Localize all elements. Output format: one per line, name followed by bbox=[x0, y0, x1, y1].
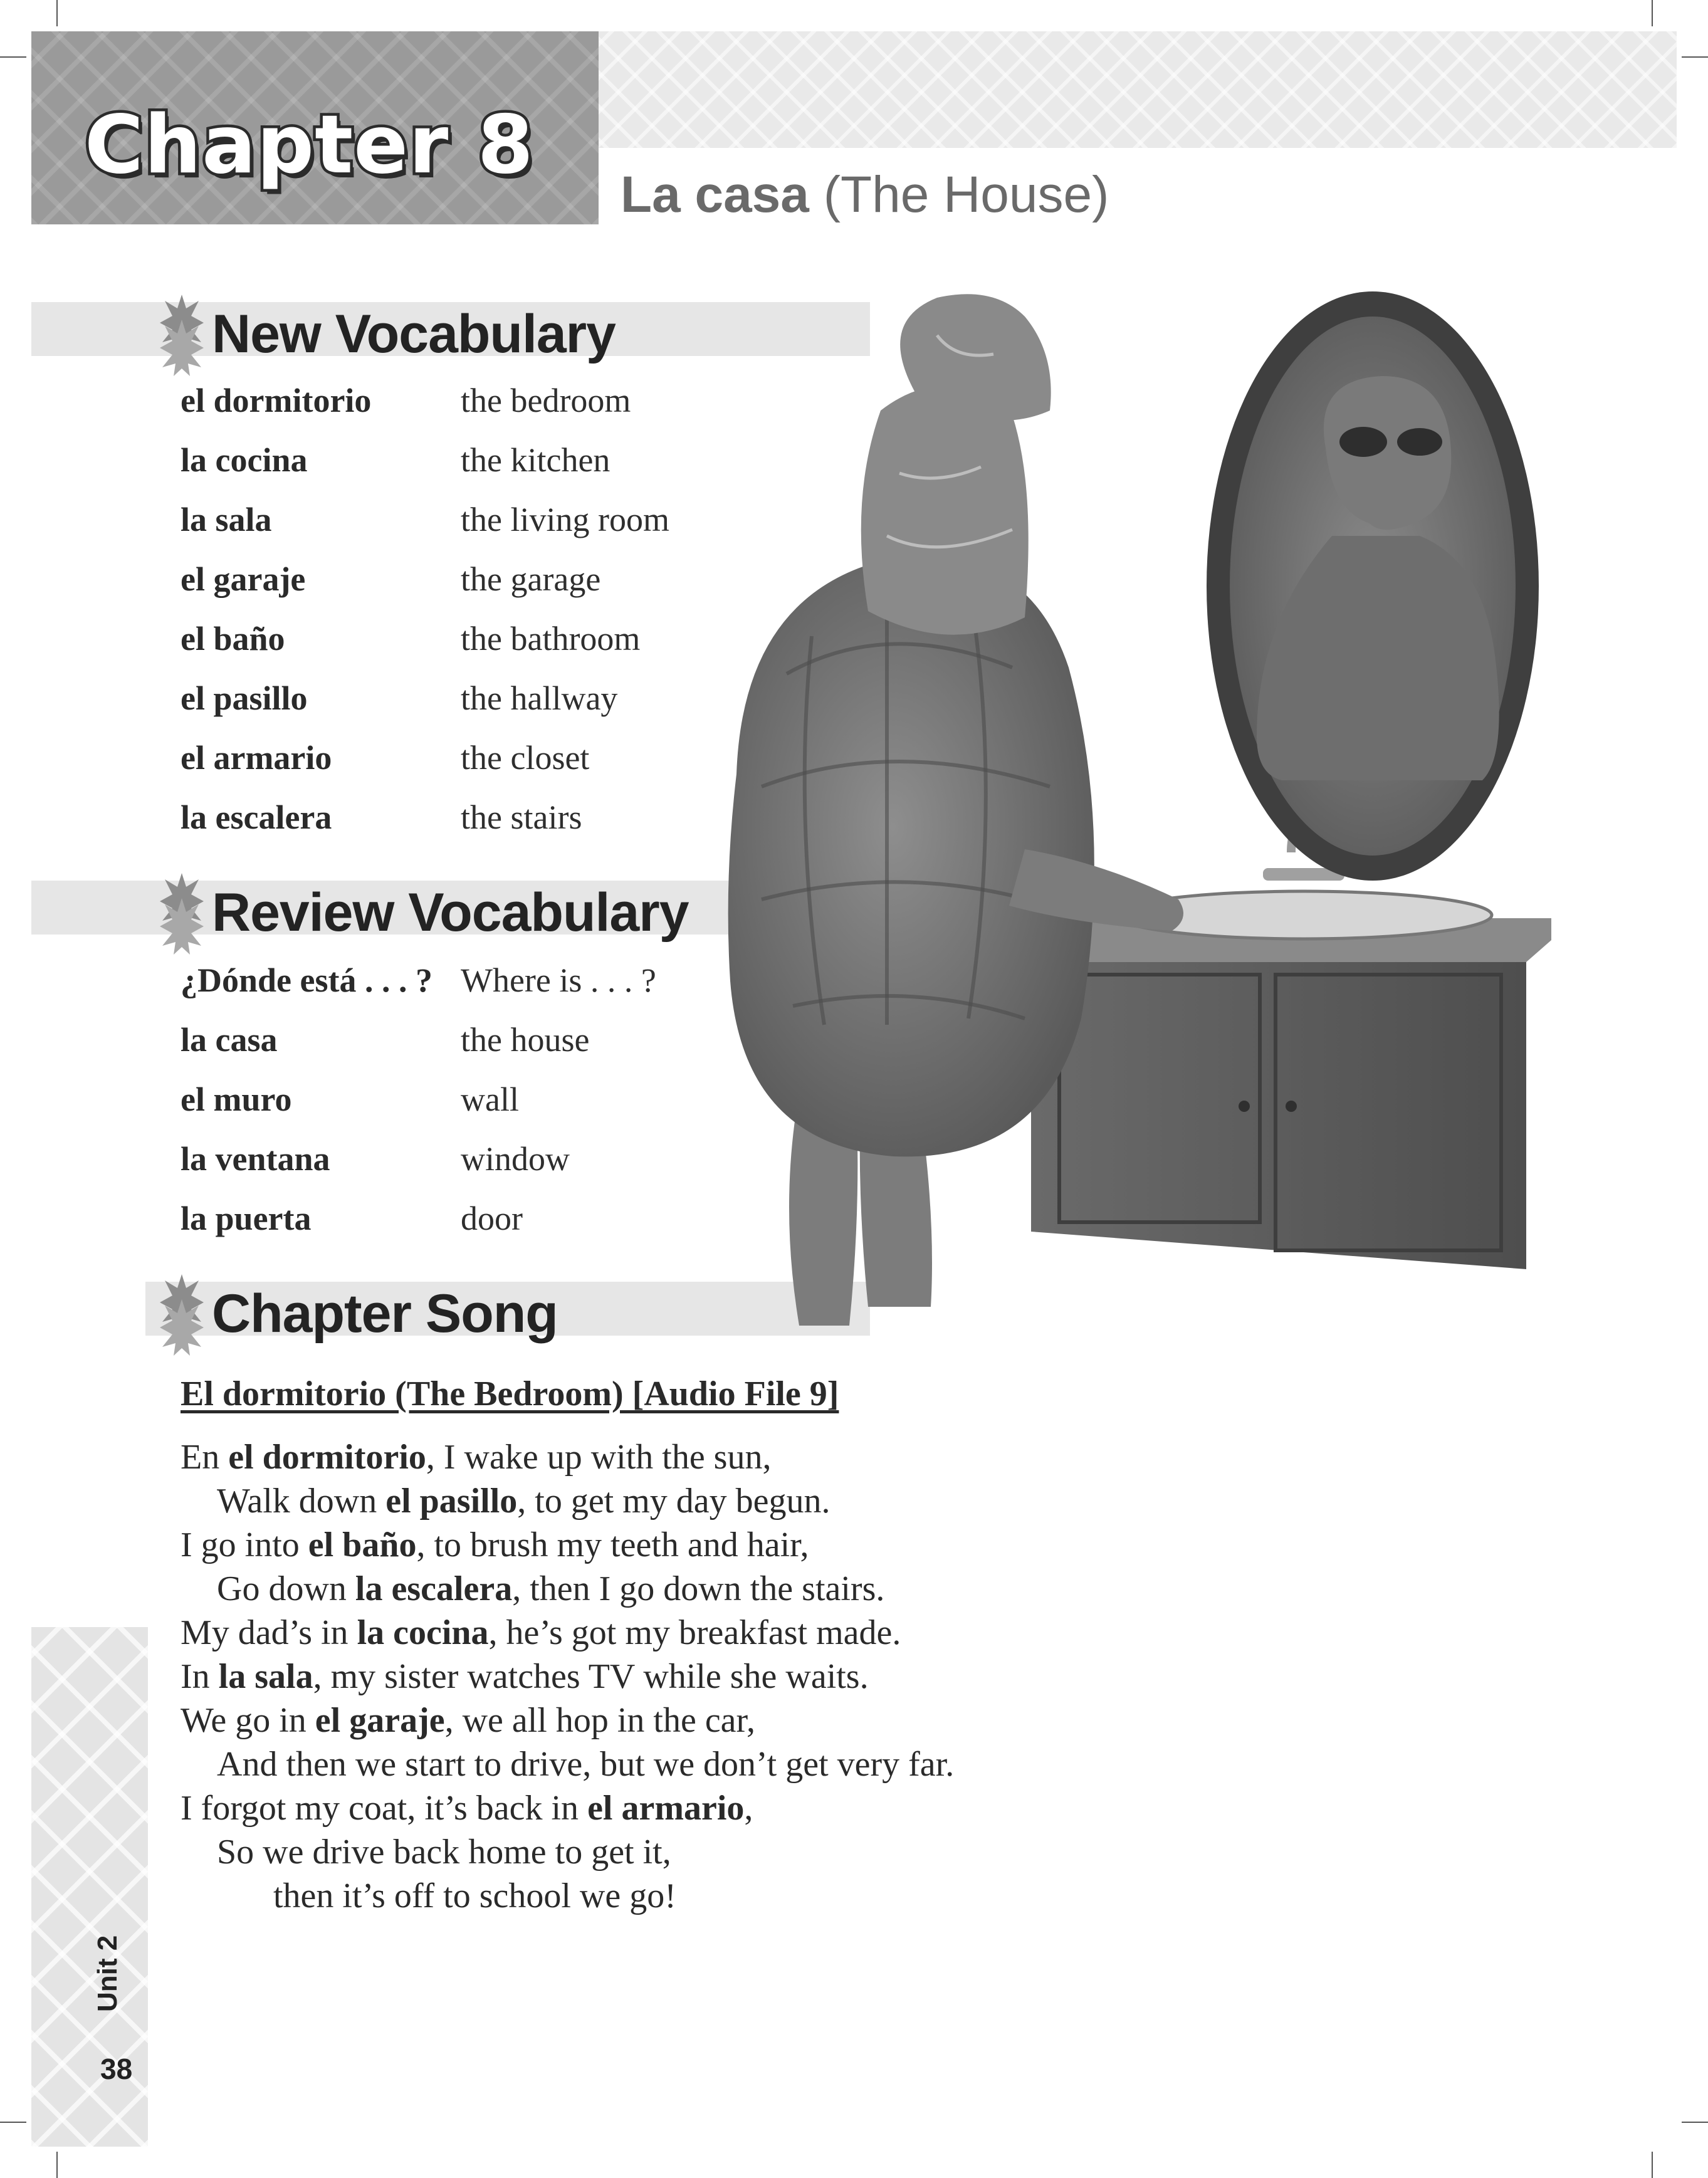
song-line bbox=[181, 1786, 753, 1830]
chapter-title: Chapter 8 bbox=[85, 98, 534, 192]
song-line bbox=[181, 1435, 771, 1479]
crop-mark bbox=[1682, 2122, 1708, 2123]
song-line bbox=[273, 1874, 676, 1918]
starburst-icon bbox=[160, 873, 204, 955]
review-vocabulary-heading: Review Vocabulary bbox=[212, 882, 689, 943]
vocab-english: door bbox=[461, 1200, 523, 1237]
song-vocab-word: el armario bbox=[587, 1789, 745, 1828]
song-text: , he’s got my breakfast made. bbox=[488, 1613, 901, 1652]
vocab-spanish: ¿Dónde está . . . ? bbox=[181, 961, 432, 999]
song-vocab-word: el dormitorio bbox=[228, 1438, 426, 1477]
song-text: So we drive back home to get it, bbox=[217, 1833, 671, 1872]
vocab-spanish: el pasillo bbox=[181, 679, 308, 717]
song-text: My dad’s in bbox=[181, 1613, 357, 1652]
crop-mark bbox=[56, 0, 58, 26]
vocab-english: the house bbox=[461, 1021, 590, 1059]
song-text: Go down bbox=[217, 1569, 355, 1608]
song-text: , my sister watches TV while she waits. bbox=[313, 1657, 869, 1696]
song-text: We go in bbox=[181, 1701, 315, 1740]
crop-mark bbox=[1652, 2152, 1653, 2178]
vocab-english: Where is . . . ? bbox=[461, 961, 656, 999]
song-vocab-word: el baño bbox=[308, 1526, 417, 1564]
crop-mark bbox=[1652, 0, 1653, 26]
song-line bbox=[181, 1699, 755, 1742]
song-text: I forgot my coat, it’s back in bbox=[181, 1789, 588, 1828]
unit-label: Unit 2 bbox=[92, 1935, 123, 2012]
song-text: I go into bbox=[181, 1526, 308, 1564]
song-line bbox=[181, 1611, 901, 1655]
song-vocab-word: la sala bbox=[218, 1657, 313, 1696]
vocab-spanish: el armario bbox=[181, 739, 332, 777]
song-line bbox=[217, 1479, 830, 1523]
song-line bbox=[181, 1523, 809, 1567]
song-text: Walk down bbox=[217, 1482, 386, 1521]
page-number: 38 bbox=[100, 2053, 133, 2085]
vocab-english: the garage bbox=[461, 560, 601, 598]
starburst-icon bbox=[160, 1274, 204, 1356]
chapter-song-heading: Chapter Song bbox=[212, 1284, 558, 1344]
song-text: , bbox=[744, 1789, 753, 1828]
vocab-english: wall bbox=[461, 1081, 519, 1118]
crop-mark bbox=[0, 56, 26, 58]
vocab-spanish: el baño bbox=[181, 620, 285, 657]
vocab-spanish: la puerta bbox=[181, 1200, 312, 1237]
song-vocab-word: el pasillo bbox=[385, 1482, 518, 1521]
song-vocab-word: el garaje bbox=[315, 1701, 445, 1740]
vocab-english: the living room bbox=[461, 501, 669, 538]
song-vocab-word: la escalera bbox=[355, 1569, 513, 1608]
song-line bbox=[217, 1742, 954, 1786]
vocab-english: the kitchen bbox=[461, 441, 610, 479]
song-text: In bbox=[181, 1657, 219, 1696]
song-text: En bbox=[181, 1438, 229, 1477]
vocab-spanish: la sala bbox=[181, 501, 272, 538]
song-title: El dormitorio (The Bedroom) [Audio File 9] bbox=[181, 1374, 839, 1413]
song-line bbox=[217, 1830, 671, 1874]
vocab-english: the closet bbox=[461, 739, 590, 777]
vocab-english: the bedroom bbox=[461, 382, 631, 419]
crop-mark bbox=[0, 2122, 26, 2123]
crop-mark bbox=[56, 2152, 58, 2178]
vocab-spanish: la escalera bbox=[181, 798, 332, 836]
new-vocabulary-heading: New Vocabulary bbox=[212, 304, 616, 364]
song-text: , we all hop in the car, bbox=[444, 1701, 755, 1740]
song-text: , to brush my teeth and hair, bbox=[416, 1526, 809, 1564]
song-line bbox=[217, 1567, 884, 1611]
starburst-icon bbox=[160, 295, 204, 376]
song-text: then it’s off to school we go! bbox=[273, 1877, 676, 1915]
vocab-english: the hallway bbox=[461, 679, 618, 717]
vocab-english: the stairs bbox=[461, 798, 582, 836]
song-text: , to get my day begun. bbox=[517, 1482, 830, 1521]
vocab-spanish: el muro bbox=[181, 1081, 292, 1118]
vocab-spanish: el dormitorio bbox=[181, 382, 372, 419]
vocab-spanish: la cocina bbox=[181, 441, 308, 479]
song-text: And then we start to drive, but we don’t get very far. bbox=[217, 1745, 955, 1784]
vocab-spanish: la ventana bbox=[181, 1140, 330, 1178]
subtitle-spanish: La casa bbox=[621, 166, 809, 223]
turtle-looking-in-mirror-icon bbox=[699, 285, 1561, 1329]
chapter-subtitle bbox=[621, 166, 1109, 223]
crop-mark bbox=[1682, 56, 1708, 58]
vocab-english: window bbox=[461, 1140, 570, 1178]
song-vocab-word: la cocina bbox=[357, 1613, 489, 1652]
song-line bbox=[181, 1655, 869, 1699]
vocab-spanish: la casa bbox=[181, 1021, 278, 1059]
vocab-spanish: el garaje bbox=[181, 560, 306, 598]
song-text: , then I go down the stairs. bbox=[512, 1569, 885, 1608]
subtitle-english: (The House) bbox=[823, 166, 1109, 223]
song-text: , I wake up with the sun, bbox=[426, 1438, 772, 1477]
vocab-english: the bathroom bbox=[461, 620, 641, 657]
